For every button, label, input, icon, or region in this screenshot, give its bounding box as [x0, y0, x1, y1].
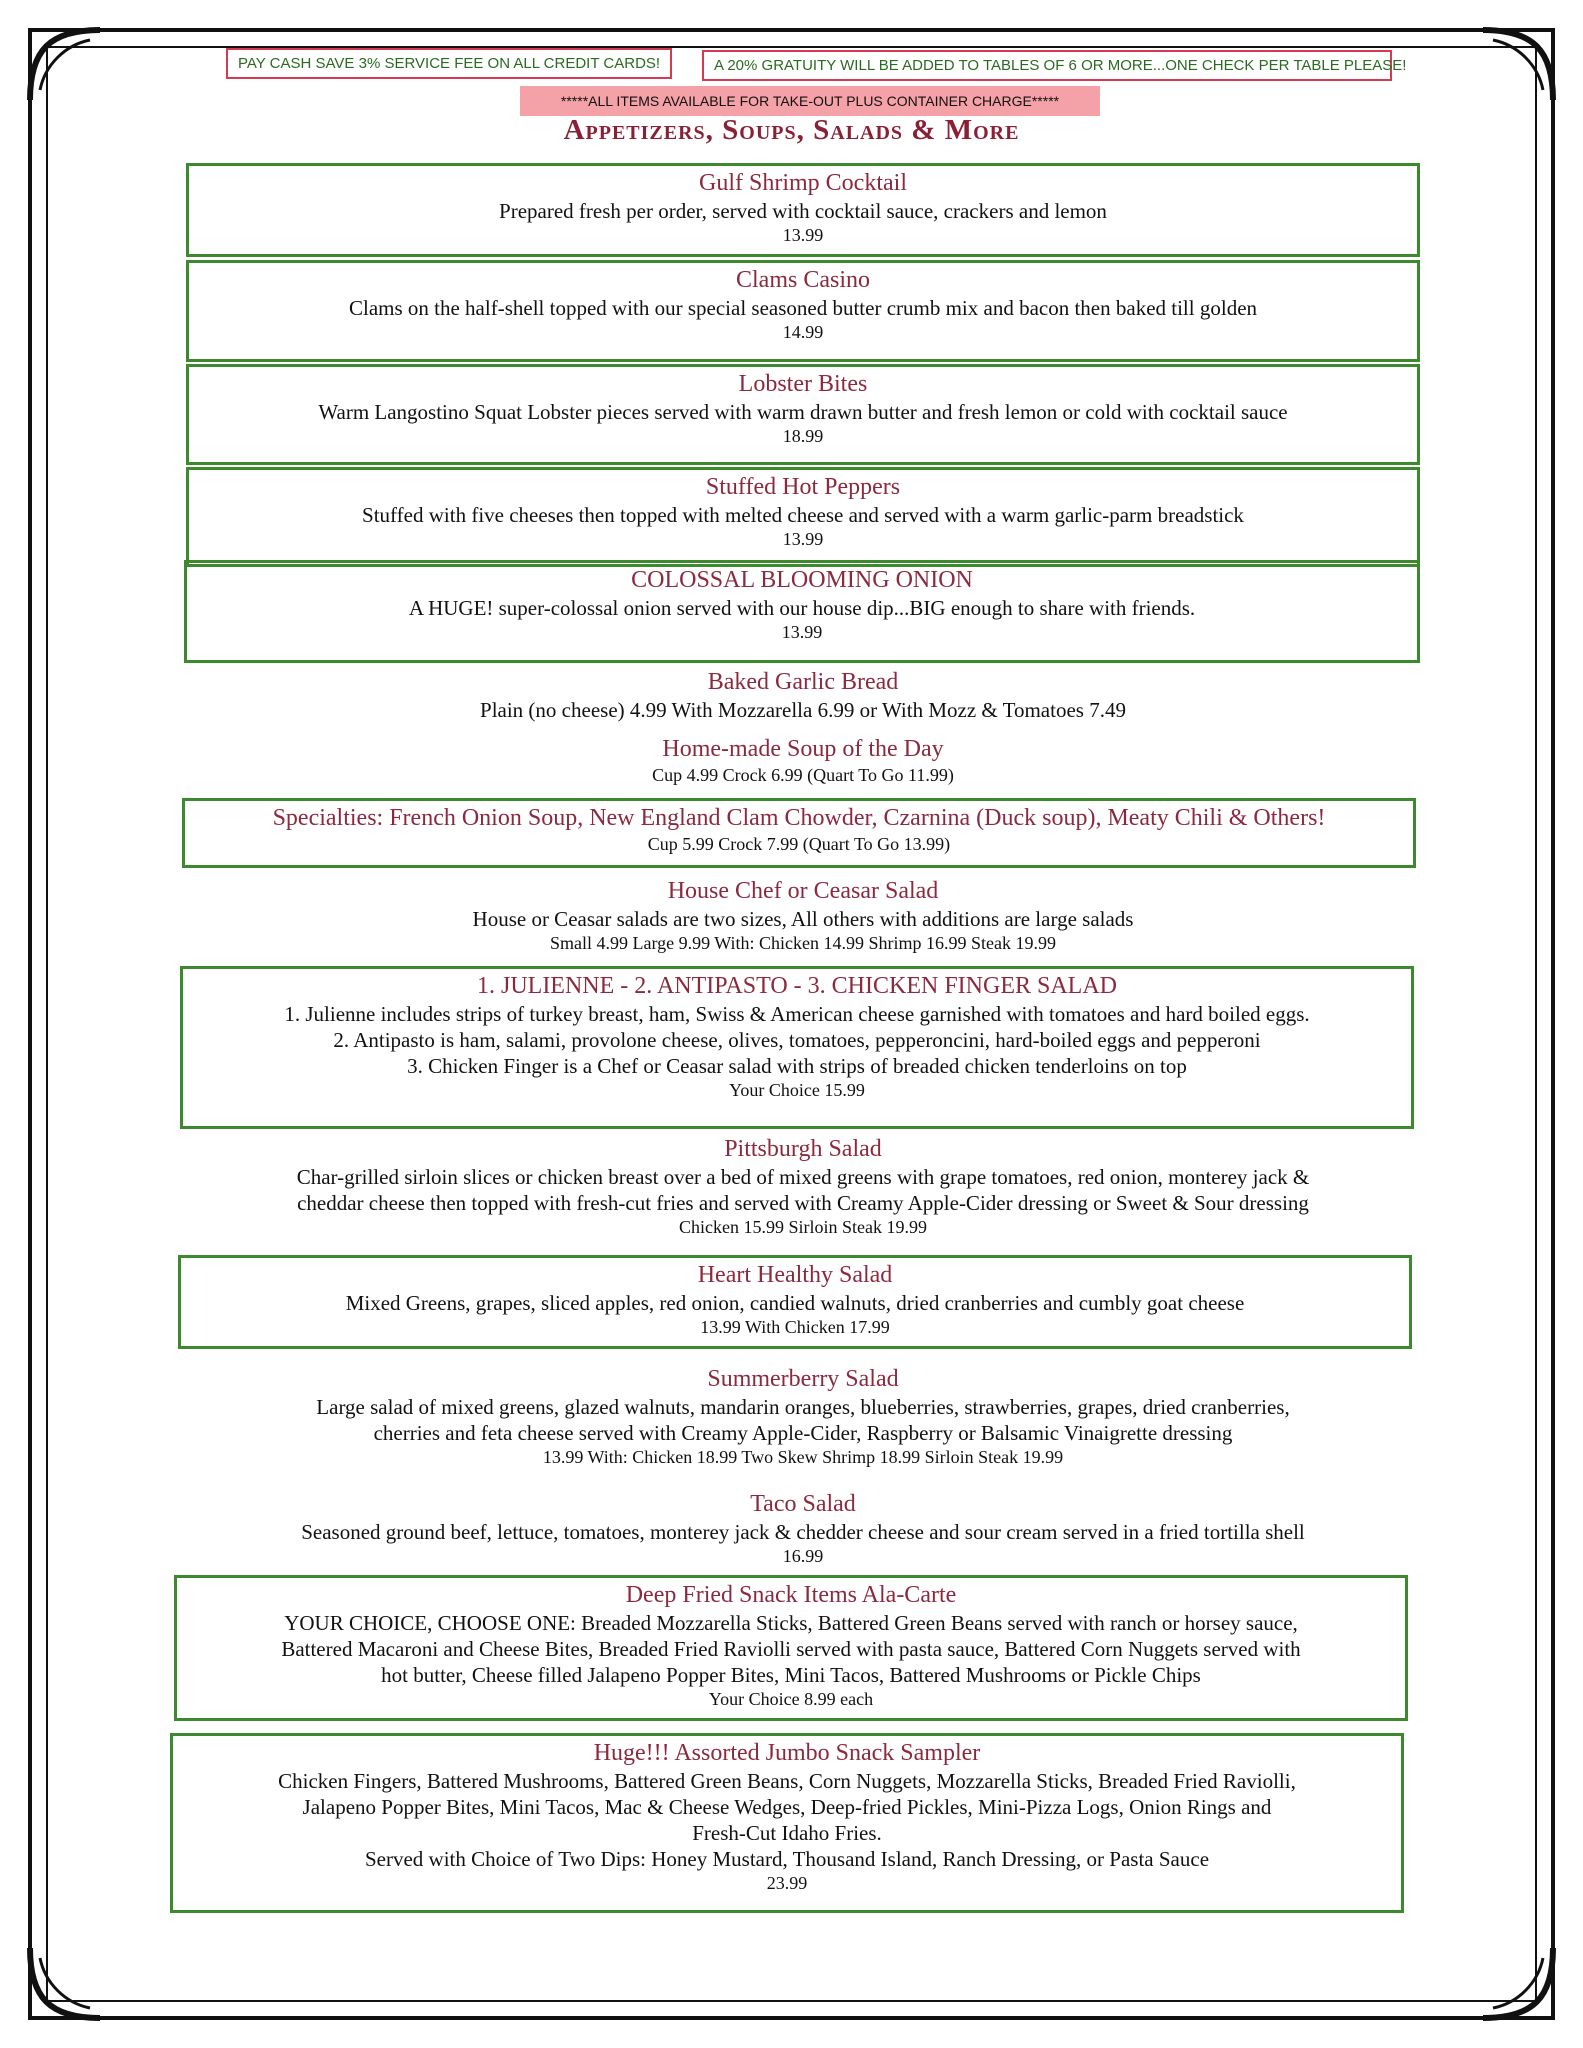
- menu-item-price: 13.99: [781, 622, 823, 642]
- menu-item-description: Fresh-Cut Idaho Fries.: [692, 1821, 882, 1845]
- menu-item-price: 13.99: [782, 225, 824, 245]
- menu-item-description: hot butter, Cheese filled Jalapeno Popper Bites, Mini Tacos, Battered Mushrooms or Pickle Chips: [381, 1663, 1201, 1687]
- flourish-bottom-left-icon: [20, 1938, 110, 2028]
- menu-item: [182, 798, 1416, 868]
- menu-item: [186, 260, 1420, 362]
- menu-item-description: 3. Chicken Finger is a Chef or Ceasar salad with strips of breaded chicken tenderloins on top: [407, 1054, 1187, 1078]
- menu-item-name: Specialties: French Onion Soup, New England Clam Chowder, Czarnina (Duck soup), Meaty Chili & Others!: [272, 805, 1326, 831]
- menu-item-price: 18.99: [782, 426, 824, 446]
- menu-item: [180, 966, 1414, 1129]
- menu-item-description: cherries and feta cheese served with Creamy Apple-Cider, Raspberry or Balsamic Vinaigrette dressing: [373, 1421, 1233, 1445]
- menu-item-name: Summerberry Salad: [707, 1366, 899, 1392]
- menu-item: [186, 467, 1420, 567]
- menu-item-name: Heart Healthy Salad: [697, 1262, 893, 1288]
- menu-item-description: Seasoned ground beef, lettuce, tomatoes, monterey jack & chedder cheese and sour cream served in a fried tortilla shell: [301, 1520, 1305, 1544]
- menu-item-description: House or Ceasar salads are two sizes, All others with additions are large salads: [472, 907, 1134, 931]
- menu-item-description: Battered Macaroni and Cheese Bites, Breaded Fried Raviolli served with pasta sauce, Battered Corn Nuggets served with: [281, 1637, 1301, 1661]
- menu-item-price: Small 4.99 Large 9.99 With: Chicken 14.99 Shrimp 16.99 Steak 19.99: [549, 933, 1057, 953]
- menu-item-name: Lobster Bites: [738, 371, 868, 397]
- menu-item: [186, 874, 1420, 964]
- menu-item-price: 14.99: [782, 322, 824, 342]
- menu-item-description: Plain (no cheese) 4.99 With Mozzarella 6.99 or With Mozz & Tomatoes 7.49: [480, 698, 1126, 722]
- menu-item-name: House Chef or Ceasar Salad: [667, 878, 939, 904]
- menu-item-price: 13.99 With Chicken 17.99: [700, 1317, 890, 1337]
- menu-item: [186, 1487, 1420, 1569]
- menu-item-description: Chicken Fingers, Battered Mushrooms, Battered Green Beans, Corn Nuggets, Mozzarella Sticks, Breaded Fried Raviolli,: [278, 1769, 1296, 1793]
- menu-item-description: YOUR CHOICE, CHOOSE ONE: Breaded Mozzarella Sticks, Battered Green Beans served with ranch or horsey sauce,: [284, 1611, 1298, 1635]
- menu-item: [178, 1255, 1412, 1349]
- menu-item-name: Gulf Shrimp Cocktail: [699, 170, 907, 196]
- menu-item-description: Stuffed with five cheeses then topped with melted cheese and served with a warm garlic-parm breadstick: [362, 503, 1244, 527]
- menu-item: [186, 1132, 1420, 1250]
- menu-item-description: Warm Langostino Squat Lobster pieces served with warm drawn butter and fresh lemon or cold with cocktail sauce: [318, 400, 1288, 424]
- menu-item-name: Clams Casino: [735, 267, 870, 293]
- menu-item-name: Taco Salad: [750, 1491, 856, 1517]
- menu-item-description: 1. Julienne includes strips of turkey breast, ham, Swiss & American cheese garnished with tomatoes and hard boiled eggs.: [284, 1002, 1310, 1026]
- menu-item-price: Cup 5.99 Crock 7.99 (Quart To Go 13.99): [647, 834, 951, 854]
- menu-item: [186, 732, 1420, 792]
- menu-item-name: Stuffed Hot Peppers: [705, 474, 901, 500]
- flourish-top-right-icon: [1473, 20, 1563, 110]
- cash-discount-notice: PAY CASH SAVE 3% SERVICE FEE ON ALL CREDIT CARDS!: [226, 48, 672, 79]
- menu-item-name: Baked Garlic Bread: [707, 669, 899, 695]
- menu-item-price: 13.99: [782, 529, 824, 549]
- menu-item-description: cheddar cheese then topped with fresh-cut fries and served with Creamy Apple-Cider dressing or Sweet & Sour dressing: [297, 1191, 1309, 1215]
- menu-item: [186, 665, 1420, 725]
- menu-item-description: Clams on the half-shell topped with our special seasoned butter crumb mix and bacon then baked till golden: [348, 296, 1258, 320]
- section-title: Appetizers, Soups, Salads & More: [563, 114, 1020, 146]
- flourish-top-left-icon: [20, 20, 110, 110]
- menu-item-price: Cup 4.99 Crock 6.99 (Quart To Go 11.99): [652, 765, 954, 785]
- menu-item-price: 23.99: [766, 1873, 808, 1893]
- menu-item-name: 1. JULIENNE - 2. ANTIPASTO - 3. CHICKEN FINGER SALAD: [476, 973, 1117, 999]
- menu-item-price: 16.99: [782, 1546, 824, 1566]
- menu-item: [186, 163, 1420, 257]
- menu-item: [184, 560, 1420, 663]
- menu-item-description: Char-grilled sirloin slices or chicken breast over a bed of mixed greens with grape tomatoes, red onion, monterey jack &: [296, 1165, 1310, 1189]
- menu-item: [186, 364, 1420, 465]
- menu-item-name: Huge!!! Assorted Jumbo Snack Sampler: [593, 1740, 981, 1766]
- menu-item-description: Prepared fresh per order, served with cocktail sauce, crackers and lemon: [499, 199, 1107, 223]
- menu-item-name: Deep Fried Snack Items Ala-Carte: [625, 1582, 957, 1608]
- menu-item-price: Your Choice 8.99 each: [708, 1689, 874, 1709]
- menu-item-price: Your Choice 15.99: [729, 1080, 865, 1100]
- menu-item-description: Mixed Greens, grapes, sliced apples, red onion, candied walnuts, dried cranberries and cumbly goat cheese: [345, 1291, 1245, 1315]
- menu-item-description: Jalapeno Popper Bites, Mini Tacos, Mac & Cheese Wedges, Deep-fried Pickles, Mini-Pizza Logs, Onion Rings and: [302, 1795, 1272, 1819]
- menu-item-description: Large salad of mixed greens, glazed walnuts, mandarin oranges, blueberries, strawberries, grapes, dried cranberries,: [316, 1395, 1290, 1419]
- menu-item-name: Home-made Soup of the Day: [662, 736, 944, 762]
- menu-item-price: Chicken 15.99 Sirloin Steak 19.99: [679, 1217, 927, 1237]
- flourish-bottom-right-icon: [1473, 1938, 1563, 2028]
- menu-item: [174, 1575, 1408, 1721]
- menu-item-description: 2. Antipasto is ham, salami, provolone cheese, olives, tomatoes, pepperoncini, hard-boiled eggs and pepperoni: [333, 1028, 1261, 1052]
- menu-item-description: Served with Choice of Two Dips: Honey Mustard, Thousand Island, Ranch Dressing, or Pasta Sauce: [364, 1847, 1210, 1871]
- menu-item-price: 13.99 With: Chicken 18.99 Two Skew Shrimp 18.99 Sirloin Steak 19.99: [542, 1447, 1064, 1467]
- takeout-notice: *****ALL ITEMS AVAILABLE FOR TAKE-OUT PLUS CONTAINER CHARGE*****: [520, 86, 1100, 116]
- gratuity-notice: A 20% GRATUITY WILL BE ADDED TO TABLES OF 6 OR MORE...ONE CHECK PER TABLE PLEASE!: [702, 50, 1392, 81]
- menu-item-description: A HUGE! super-colossal onion served with our house dip...BIG enough to share with friends.: [408, 596, 1196, 620]
- menu-item: [186, 1362, 1420, 1480]
- menu-item: [170, 1733, 1404, 1913]
- menu-item-name: Pittsburgh Salad: [724, 1136, 882, 1162]
- menu-item-name: COLOSSAL BLOOMING ONION: [631, 567, 973, 593]
